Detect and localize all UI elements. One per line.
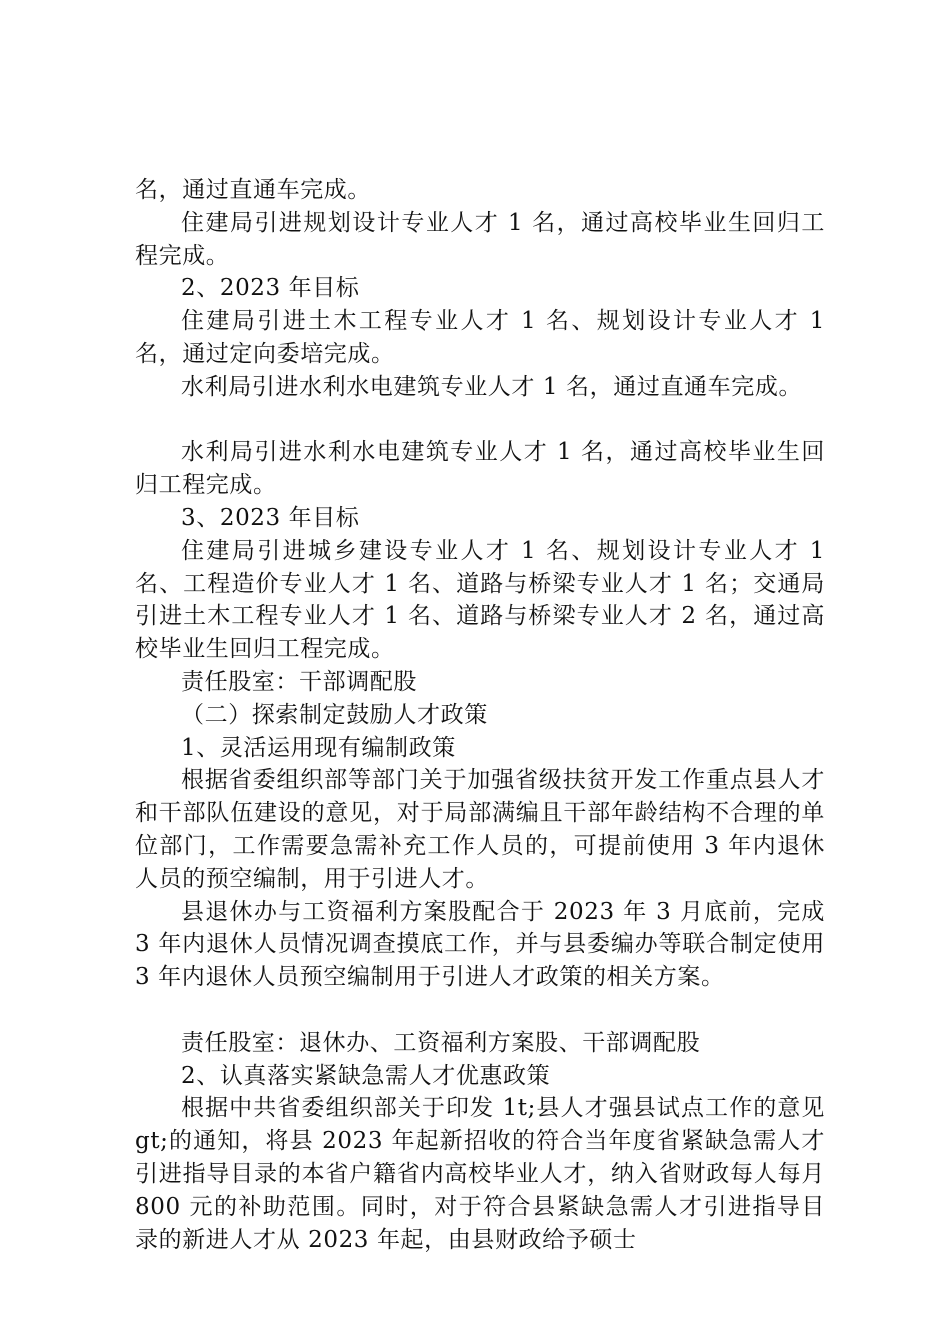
paragraph-7: 3、2023 年目标 bbox=[181, 504, 360, 531]
paragraph-10: （二）探索制定鼓励人才政策 bbox=[181, 701, 488, 728]
paragraph-5: 水利局引进水利水电建筑专业人才 1 名，通过直通车完成。 bbox=[181, 373, 803, 400]
paragraph-1: 名，通过直通车完成。 bbox=[135, 177, 371, 203]
paragraph-16: 根据中共省委组织部关于印发 1t;县人才强县试点工作的意见 gt;的通知，将县 2023 年起新招收的符合当年度省紧缺急需人才引进指导目录的本省户籍省内高校毕业人才，纳入省财政每人每月 800 元的补助范围。同时，对于符合县紧缺急需人才引进指导目录的新进人才从 2023 年起，由县财政给予硕士 bbox=[135, 1095, 825, 1253]
paragraph-15: 2、认真落实紧缺急需人才优惠政策 bbox=[181, 1062, 551, 1089]
paragraph-12: 根据省委组织部等部门关于加强省级扶贫开发工作重点县人才和干部队伍建设的意见，对于局部满编且干部年龄结构不合理的单位部门，工作需要急需补充工作人员的，可提前使用 3 年内退休人员的预空编制，用于引进人才。 bbox=[135, 767, 825, 892]
paragraph-14: 责任股室：退休办、工资福利方案股、干部调配股 bbox=[181, 1029, 701, 1056]
document-body bbox=[135, 174, 825, 1256]
paragraph-3: 2、2023 年目标 bbox=[181, 275, 360, 302]
paragraph-8: 住建局引进城乡建设专业人才 1 名、规划设计专业人才 1 名、工程造价专业人才 1 名、道路与桥梁专业人才 1 名；交通局引进土木工程专业人才 1 名、道路与桥梁专业人才 2 名，通过高校毕业生回归工程完成。 bbox=[135, 537, 825, 663]
paragraph-4: 住建局引进土木工程专业人才 1 名、规划设计专业人才 1 名，通过定向委培完成。 bbox=[135, 308, 825, 367]
paragraph-6: 水利局引进水利水电建筑专业人才 1 名，通过高校毕业生回归工程完成。 bbox=[135, 439, 825, 499]
paragraph-2: 住建局引进规划设计专业人才 1 名，通过高校毕业生回归工程完成。 bbox=[135, 209, 825, 269]
paragraph-11: 1、灵活运用现有编制政策 bbox=[181, 734, 456, 761]
paragraph-13: 县退休办与工资福利方案股配合于 2023 年 3 月底前，完成 3 年内退休人员情况调查摸底工作，并与县委编办等联合制定使用 3 年内退休人员预空编制用于引进人才政策的相关方案。 bbox=[135, 898, 825, 991]
paragraph-9: 责任股室：干部调配股 bbox=[181, 668, 417, 695]
